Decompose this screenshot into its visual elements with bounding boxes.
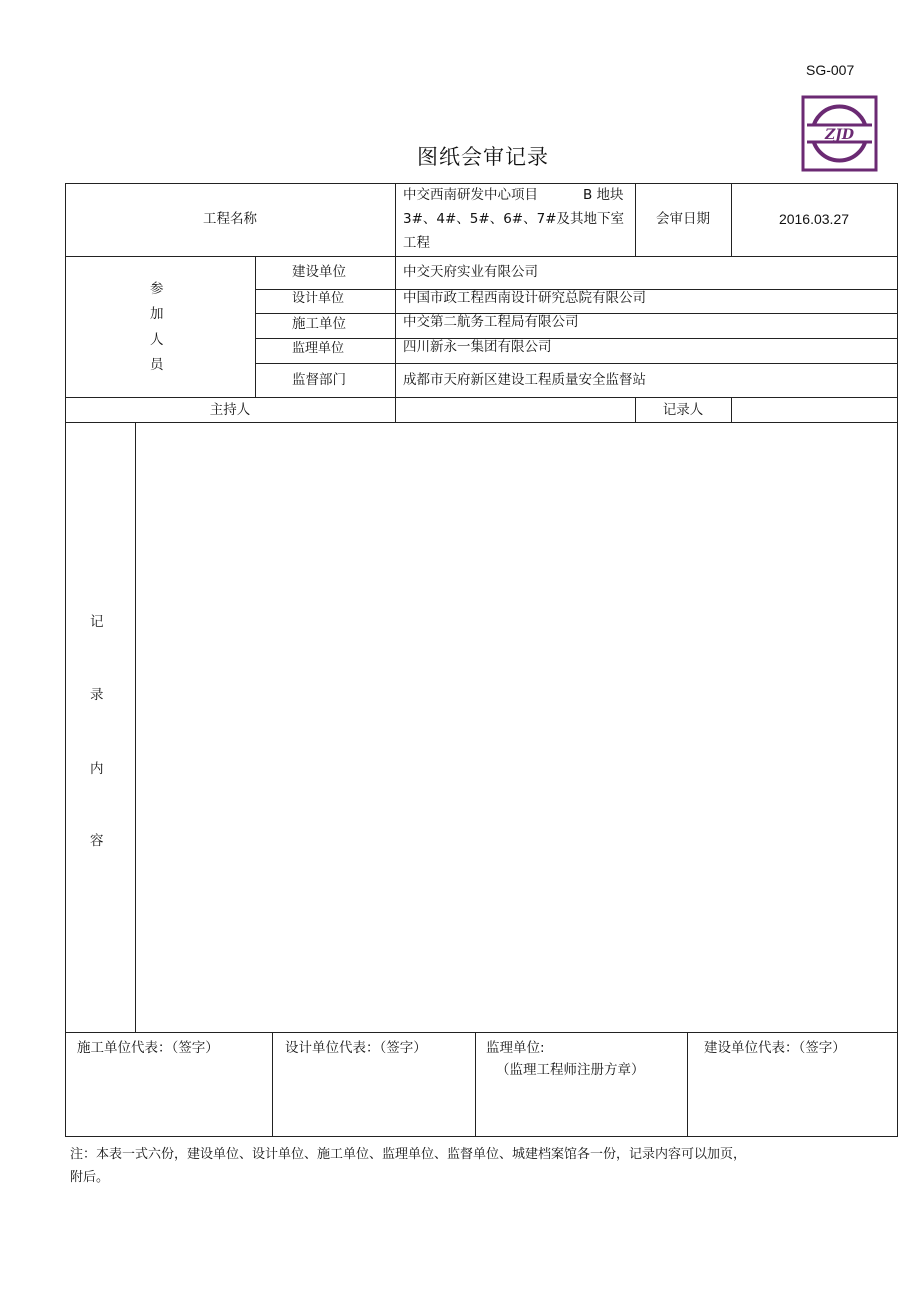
construction-rep-signature[interactable]: 施工单位代表：（签字） [77,1040,219,1056]
participant-role: 监督部门 [292,372,346,388]
project-name-label: 工程名称 [203,211,257,227]
participant-role: 施工单位 [292,316,346,332]
footer-note-continued: 附后。 [70,1170,110,1185]
host-label: 主持人 [209,402,251,418]
supervision-signature[interactable]: 监理单位: [486,1040,545,1056]
record-label-char: 容 [90,833,104,849]
project-name-line1: 中交西南研发中心项目 [403,187,538,203]
record-label-char: 内 [90,761,104,777]
footer-note: 注：本表一式六份，建设单位、设计单位、施工单位、监理单位、监督单位、城建档案馆各一份，记录内容可以加页， [70,1147,747,1162]
page-title: 图纸会审记录 [417,145,549,169]
owner-rep-signature[interactable]: 建设单位代表：（签字） [704,1040,846,1056]
logo-text: ZJD [825,127,854,143]
form-code: SG-007 [806,62,855,78]
design-rep-signature[interactable]: 设计单位代表：（签字） [285,1040,427,1056]
participants-label-char: 参 [150,281,164,297]
project-name-line2: 3#、4#、5#、6#、7#及其地下室 [403,211,625,227]
record-label-char: 录 [90,687,104,703]
record-content-area[interactable] [142,430,890,1025]
host-value[interactable] [403,401,631,419]
participant-name: 中交第二航务工程局有限公司 [403,314,579,330]
participant-role: 监理单位 [292,341,345,356]
project-name-line3: 工程 [403,235,430,251]
supervision-seal-note: （监理工程师注册方章） [496,1062,645,1078]
participant-name: 成都市天府新区建设工程质量安全监督站 [403,372,646,388]
participant-role: 设计单位 [292,291,345,306]
participants-label-char: 员 [150,357,164,373]
record-label-char: 记 [90,614,104,630]
recorder-value[interactable] [737,401,892,419]
project-name-line1b: B 地块 [583,187,624,203]
recorder-label: 记录人 [662,402,704,418]
review-date-value: 2016.03.27 [778,211,850,227]
participant-name: 中国市政工程西南设计研究总院有限公司 [403,290,646,306]
participant-name: 四川新永一集团有限公司 [403,339,552,355]
review-date-label: 会审日期 [656,211,710,227]
participants-label-char: 人 [150,332,164,348]
participants-label-char: 加 [150,306,164,322]
participant-name: 中交天府实业有限公司 [403,264,538,280]
participant-role: 建设单位 [292,264,346,280]
